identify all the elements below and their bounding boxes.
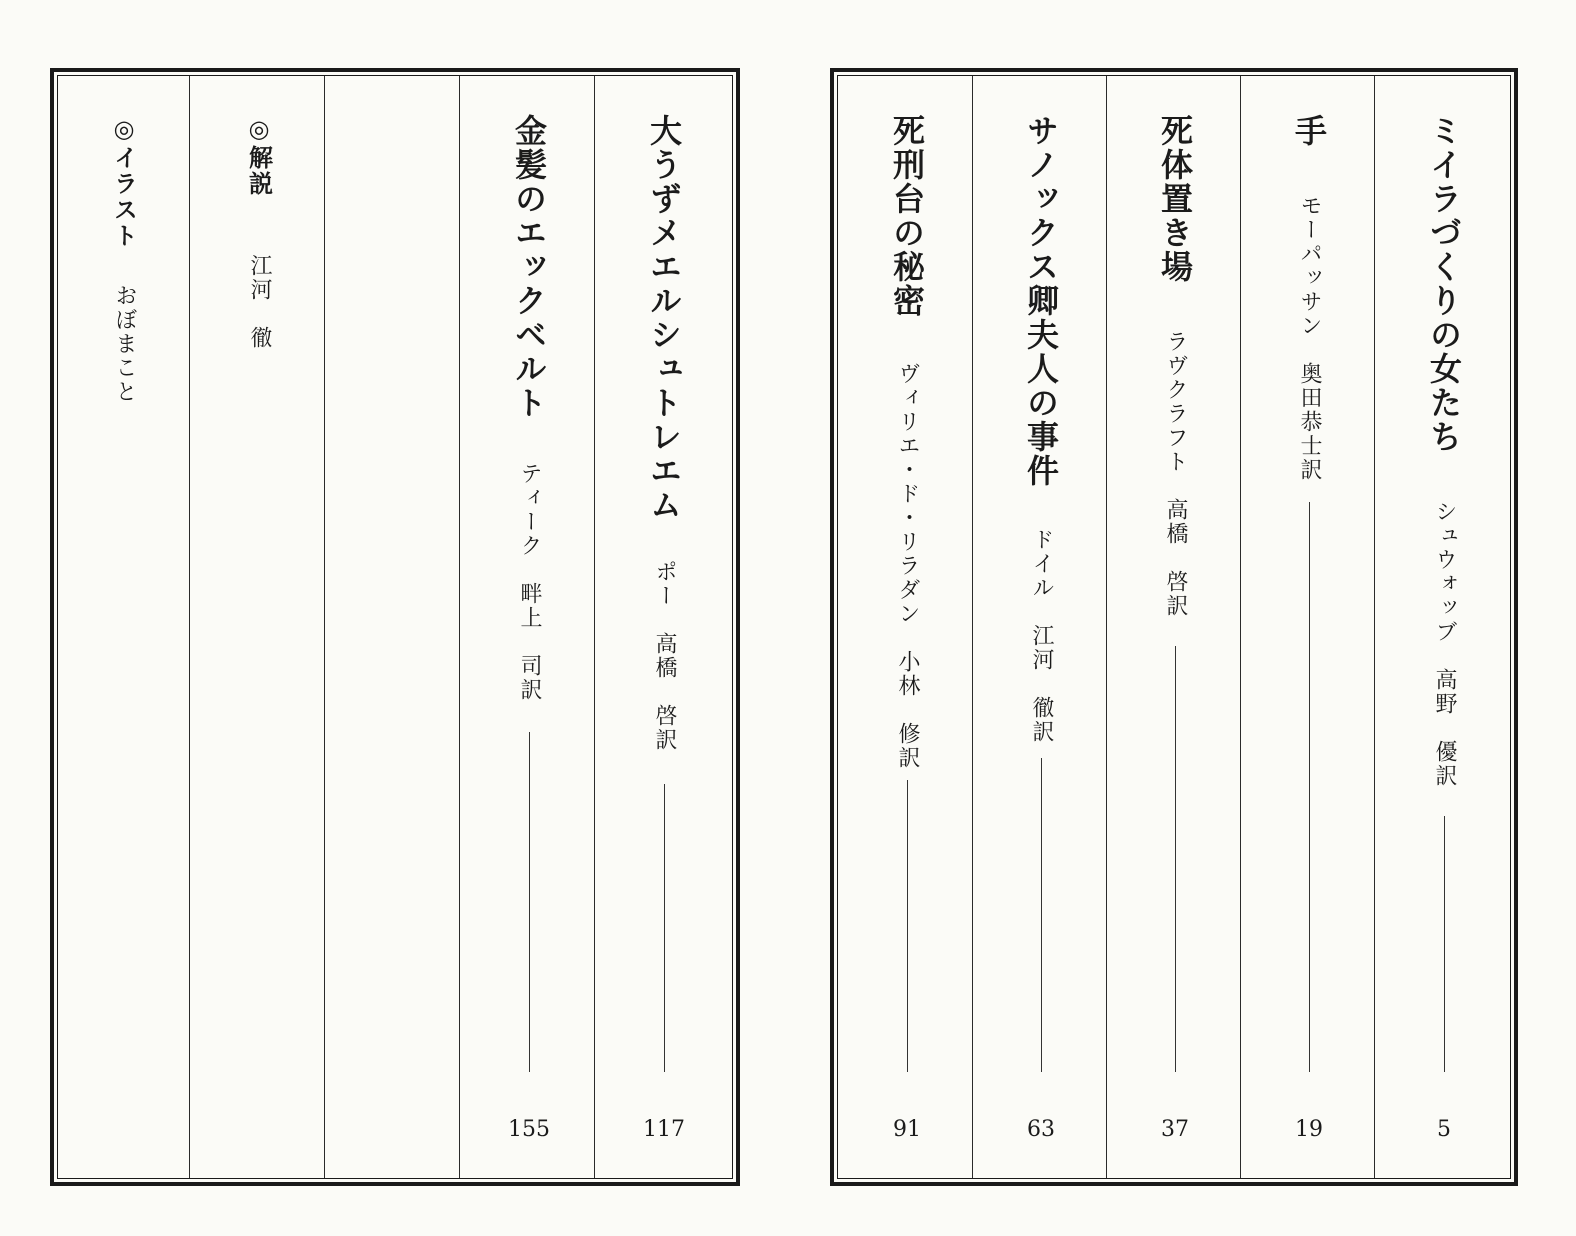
story-title: ミイラづくりの女たち — [1425, 114, 1463, 454]
story-title: 死刑台の秘密 — [888, 114, 926, 318]
column-divider — [459, 76, 460, 1178]
page-number: 37 — [1161, 1117, 1189, 1142]
commentary-credit — [204, 72, 314, 1182]
column-divider — [1240, 76, 1241, 1178]
leader-line — [664, 784, 665, 1072]
story-title: 死体置き場 — [1156, 114, 1194, 284]
toc-entry[interactable] — [609, 72, 719, 1182]
column-divider — [324, 76, 325, 1178]
leader-line — [1309, 502, 1310, 1072]
illustration-name: おぼまこと — [112, 284, 137, 404]
story-author: ドイル 江河 徹訳 — [1029, 528, 1054, 744]
leader-line — [1175, 646, 1176, 1072]
commentary-label: ◎解説 — [244, 114, 274, 197]
column-divider — [594, 76, 595, 1178]
right-page — [830, 68, 1518, 1186]
toc-entry[interactable] — [986, 72, 1096, 1182]
illustration-label: ◎イラスト — [109, 114, 139, 249]
leader-line — [1444, 816, 1445, 1072]
leader-line — [529, 732, 530, 1072]
leader-line — [907, 780, 908, 1072]
page-number: 19 — [1295, 1117, 1323, 1142]
story-author: モーパッサン 奥田恭士訳 — [1297, 194, 1322, 482]
page-number: 91 — [893, 1117, 921, 1142]
story-author: ヴィリエ・ド・リラダン 小林 修訳 — [895, 362, 920, 770]
column-divider — [189, 76, 190, 1178]
toc-entry[interactable] — [1120, 72, 1230, 1182]
page-number: 117 — [643, 1117, 685, 1142]
story-author: ポー 高橋 啓訳 — [652, 560, 677, 752]
toc-entry[interactable] — [1254, 72, 1364, 1182]
toc-entry[interactable] — [852, 72, 962, 1182]
commentary-name: 江河 徹 — [247, 254, 272, 350]
page-number: 155 — [508, 1117, 550, 1142]
story-author: ティーク 畔上 司訳 — [517, 462, 542, 702]
column-divider — [972, 76, 973, 1178]
toc-entry[interactable] — [1389, 72, 1499, 1182]
story-title: 手 — [1290, 114, 1328, 148]
story-title: 大うずメエルシュトレエム — [645, 114, 683, 522]
illustration-credit — [69, 72, 179, 1182]
column-divider — [1106, 76, 1107, 1178]
left-page — [50, 68, 740, 1186]
page-number: 63 — [1027, 1117, 1055, 1142]
leader-line — [1041, 758, 1042, 1072]
column-divider — [1374, 76, 1375, 1178]
toc-entry[interactable] — [474, 72, 584, 1182]
story-title: 金髪のエックベルト — [510, 114, 548, 420]
page-number: 5 — [1437, 1117, 1451, 1142]
story-author: ラヴクラフト 高橋 啓訳 — [1163, 330, 1188, 618]
story-author: シュウォッブ 高野 優訳 — [1432, 500, 1457, 788]
story-title: サノックス卿夫人の事件 — [1022, 114, 1060, 488]
